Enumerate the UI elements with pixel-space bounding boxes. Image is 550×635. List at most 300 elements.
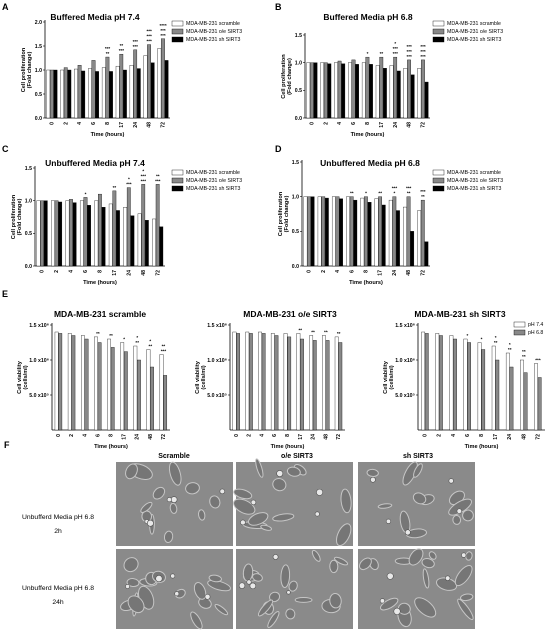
- bar-8-s2: [109, 71, 112, 118]
- rounded-cell: [171, 497, 177, 503]
- bar-48-s0: [138, 214, 141, 266]
- x-tick-label: 4: [68, 270, 75, 273]
- y-axis-label: (cells/ml): [389, 365, 395, 390]
- bar-2-s1: [322, 197, 325, 266]
- significance-mark: ***: [406, 48, 412, 54]
- chart-1: [281, 12, 503, 138]
- x-tick-label: 8: [365, 122, 371, 125]
- bar-17-s1: [378, 197, 381, 266]
- bar-0-s0: [55, 332, 58, 430]
- bar-72-s1: [339, 343, 342, 431]
- significance-mark: **: [119, 43, 124, 49]
- bar-17-s2: [382, 205, 385, 266]
- rounded-cell: [277, 470, 283, 476]
- bar-2-s1: [324, 63, 327, 118]
- legend-swatch: [172, 178, 183, 183]
- x-tick-label: 0: [39, 270, 46, 273]
- significance-mark: *: [466, 333, 469, 338]
- x-tick-label: 6: [351, 122, 358, 125]
- bar-8-s0: [362, 63, 365, 118]
- micrograph-row2-time: 24h: [52, 599, 64, 606]
- bar-48-s1: [147, 45, 150, 118]
- bar-4-s1: [85, 339, 88, 430]
- y-tick-label: 1.5 x10⁶: [29, 322, 49, 329]
- bar-4-s0: [66, 201, 69, 266]
- x-tick-label: 6: [272, 434, 279, 437]
- x-tick-label: 4: [335, 270, 342, 273]
- y-tick-label: 1.0: [34, 67, 42, 74]
- y-tick-label: 1.0: [294, 60, 302, 67]
- bar-0-s2: [311, 197, 314, 266]
- bar-24-s0: [134, 346, 137, 430]
- significance-mark: **: [109, 333, 113, 338]
- bar-17-s0: [297, 333, 300, 430]
- micrograph-image: [236, 549, 353, 629]
- rounded-cell: [175, 592, 179, 596]
- significance-mark: *: [480, 336, 483, 342]
- bar-8-s1: [366, 57, 369, 118]
- bar-8-s1: [98, 194, 101, 266]
- bar-6-s0: [271, 333, 274, 430]
- significance-mark: ***: [126, 181, 132, 187]
- bar-17-s0: [121, 343, 124, 431]
- micrograph-column-sh-sirt3: sh SIRT3: [403, 453, 433, 460]
- x-tick-label: 6: [83, 270, 90, 273]
- significance-mark: *: [149, 338, 152, 344]
- x-tick-label: 24: [391, 270, 398, 276]
- significance-mark: **: [349, 190, 354, 196]
- y-axis-label: (cells/ml): [201, 365, 207, 390]
- x-tick-label: 17: [378, 122, 385, 128]
- bar-2-s2: [325, 198, 328, 266]
- legend-label: MDA-MB-231 o/e SIRT3: [186, 178, 243, 184]
- x-tick-label: 72: [155, 270, 162, 276]
- bar-8-s1: [482, 350, 485, 431]
- bar-2-s0: [320, 63, 323, 118]
- bar-72-s1: [538, 378, 541, 431]
- micrograph-image: [116, 461, 233, 546]
- bar-0-s1: [40, 201, 43, 266]
- x-tick-label: 0: [233, 434, 240, 437]
- x-tick-label: 24: [507, 434, 514, 440]
- bar-0-s0: [421, 332, 424, 430]
- micrograph-column-scramble: Scramble: [158, 453, 190, 460]
- x-axis-label: Time (hours): [94, 444, 128, 450]
- bar-0-s1: [50, 70, 53, 118]
- bar-8-s0: [284, 333, 287, 430]
- y-tick-label: 0.0: [294, 115, 302, 122]
- bar-8-s1: [111, 347, 114, 430]
- significance-mark: ***: [140, 178, 147, 184]
- bar-6-s0: [80, 201, 83, 266]
- bar-8-s0: [107, 339, 110, 430]
- x-axis-label: Time (hours): [349, 280, 383, 286]
- rounded-cell: [156, 575, 163, 582]
- significance-mark: **: [406, 190, 411, 196]
- chart-6: [383, 309, 545, 450]
- y-tick-label: 0.5: [24, 231, 32, 238]
- bar-4-s2: [82, 71, 85, 118]
- bar-24-s1: [313, 340, 316, 430]
- bar-72-s1: [163, 375, 166, 430]
- significance-mark: ***: [160, 32, 166, 38]
- significance-mark: *: [123, 336, 126, 342]
- bar-2-s0: [318, 197, 321, 266]
- bar-2-s1: [72, 336, 75, 431]
- y-axis-label: (cells/ml): [23, 365, 29, 390]
- bar-17-s2: [123, 70, 126, 118]
- bar-6-s2: [95, 71, 98, 118]
- bar-48-s0: [403, 207, 406, 266]
- bar-0-s1: [307, 197, 310, 266]
- bar-48-s0: [147, 350, 150, 431]
- y-tick-label: 1.0: [291, 194, 299, 201]
- y-axis-label: Cell proliferation: [281, 54, 287, 99]
- bar-72-s2: [165, 60, 168, 118]
- bar-8-s2: [368, 202, 371, 266]
- micrograph-row1-time: 2h: [54, 528, 62, 535]
- significance-mark: ***: [406, 43, 412, 49]
- micrograph-row2-condition: Unbufferd Media pH 6.8: [21, 585, 95, 592]
- x-axis-label: Time (hours): [270, 444, 305, 450]
- x-tick-label: 0: [56, 434, 63, 437]
- x-tick-label: 72: [336, 434, 343, 440]
- bar-6-s1: [467, 343, 470, 431]
- x-tick-label: 72: [420, 270, 427, 276]
- rounded-cell: [171, 574, 175, 578]
- bar-8-s1: [364, 197, 367, 266]
- x-tick-label: 4: [337, 122, 344, 125]
- bar-48-s0: [322, 336, 325, 431]
- significance-mark: *: [142, 168, 145, 174]
- x-tick-label: 6: [91, 122, 98, 125]
- x-tick-label: 6: [464, 434, 471, 437]
- bar-48-s1: [407, 60, 410, 118]
- x-tick-label: 48: [406, 270, 413, 276]
- x-tick-label: 8: [363, 270, 370, 273]
- chart-5: [195, 309, 345, 450]
- bar-72-s1: [156, 184, 159, 266]
- bar-48-s0: [144, 56, 147, 118]
- cell-shape: [295, 597, 312, 602]
- significance-mark: ***: [406, 53, 412, 59]
- bar-24-s2: [396, 211, 399, 266]
- y-axis-label: Cell viability: [17, 361, 23, 394]
- bar-17-s2: [116, 210, 119, 266]
- x-tick-label: 0: [306, 270, 313, 273]
- legend-swatch: [433, 29, 444, 34]
- bar-4-s1: [78, 65, 81, 118]
- panel-letter-d: D: [275, 144, 282, 154]
- bar-48-s2: [410, 231, 413, 266]
- bar-2-s2: [328, 64, 331, 118]
- micrograph-column-oe-sirt3: o/e SIRT3: [281, 453, 313, 460]
- bar-48-s1: [407, 197, 410, 266]
- bar-24-s1: [127, 188, 130, 266]
- bar-4-s0: [74, 69, 77, 118]
- bar-24-s2: [137, 69, 140, 118]
- bar-8-s0: [478, 343, 481, 431]
- bar-4-s0: [332, 197, 335, 266]
- legend-label: MDA-MB-231 scramble: [447, 21, 501, 27]
- bar-6-s1: [275, 336, 278, 431]
- micrograph-image: [231, 458, 354, 548]
- bar-72-s0: [335, 337, 338, 430]
- bar-6-s1: [84, 197, 87, 266]
- significance-mark: *: [366, 51, 369, 57]
- bar-17-s1: [120, 54, 123, 118]
- rounded-cell: [315, 512, 319, 516]
- significance-mark: **: [96, 330, 100, 336]
- y-axis-label: Cell proliferation: [278, 191, 284, 237]
- bar-48-s2: [411, 75, 414, 118]
- rounded-cell: [394, 608, 401, 615]
- bar-72-s1: [421, 200, 424, 266]
- x-tick-label: 4: [77, 122, 84, 125]
- bar-0-s1: [59, 333, 62, 430]
- significance-mark: **: [378, 190, 383, 196]
- significance-mark: **: [336, 330, 341, 336]
- legend-swatch: [172, 186, 183, 191]
- chart-title: Buffered Media pH 7.4: [50, 12, 140, 22]
- bar-0-s1: [310, 63, 313, 118]
- significance-mark: *: [127, 176, 130, 182]
- bar-17-s1: [496, 360, 499, 430]
- bar-4-s1: [336, 197, 339, 266]
- bar-6-s0: [346, 197, 349, 266]
- legend-swatch: [172, 170, 183, 175]
- x-tick-label: 4: [82, 434, 89, 437]
- legend-label: MDA-MB-231 sh SIRT3: [447, 37, 502, 43]
- legend-swatch: [433, 21, 444, 26]
- bar-48-s1: [326, 340, 329, 430]
- significance-mark: ***: [155, 178, 161, 184]
- y-axis-label: Cell viability: [383, 361, 389, 394]
- bar-17-s0: [116, 66, 119, 118]
- x-tick-label: 4: [450, 434, 457, 437]
- x-tick-label: 48: [323, 434, 330, 440]
- rounded-cell: [239, 583, 245, 589]
- y-tick-label: 1.0 x10⁶: [207, 357, 227, 364]
- bar-24-s1: [510, 367, 513, 430]
- cell-shape: [330, 560, 338, 573]
- bar-6-s1: [352, 60, 355, 118]
- chart-title: Unbuffered Media pH 6.8: [320, 158, 420, 168]
- rounded-cell: [386, 519, 391, 524]
- x-tick-label: 48: [521, 434, 528, 440]
- bar-48-s1: [524, 373, 527, 430]
- x-tick-label: 17: [297, 434, 304, 440]
- bar-6-s0: [94, 337, 97, 430]
- rounded-cell: [457, 509, 462, 514]
- bar-72-s0: [534, 364, 537, 431]
- rounded-cell: [387, 573, 393, 579]
- chart-title: MDA-MB-231 o/e SIRT3: [243, 309, 337, 319]
- bar-72-s0: [158, 48, 161, 118]
- rounded-cell: [370, 477, 375, 482]
- y-tick-label: 5.0 x10⁵: [29, 392, 49, 399]
- bar-72-s2: [425, 242, 428, 266]
- bar-6-s1: [98, 343, 101, 431]
- significance-mark: *: [393, 190, 396, 196]
- bar-48-s0: [520, 360, 523, 430]
- y-axis-label: Cell proliferation: [11, 194, 17, 240]
- legend-swatch: [172, 21, 183, 26]
- x-tick-label: 17: [121, 434, 128, 440]
- significance-mark: **: [421, 194, 425, 200]
- rounded-cell: [405, 530, 410, 535]
- bar-48-s2: [145, 220, 148, 266]
- bar-17-s1: [300, 339, 303, 430]
- significance-mark: ***: [146, 33, 152, 39]
- y-axis-label: (Fold change): [284, 195, 290, 233]
- significance-mark: ***: [392, 46, 398, 52]
- bar-0-s1: [236, 333, 239, 430]
- bar-17-s1: [113, 191, 116, 266]
- rounded-cell: [240, 520, 245, 525]
- rounded-cell: [220, 489, 225, 494]
- y-tick-label: 1.5: [34, 43, 42, 50]
- x-tick-label: 2: [323, 122, 330, 125]
- micrograph-image: [357, 546, 475, 629]
- micrograph-image: [358, 460, 475, 546]
- bar-17-s0: [109, 204, 112, 266]
- bar-17-s1: [380, 57, 383, 118]
- bar-24-s1: [133, 50, 136, 118]
- significance-mark: ***: [420, 53, 426, 59]
- significance-mark: ***: [420, 43, 426, 49]
- significance-mark: **: [105, 51, 110, 57]
- bar-24-s1: [137, 360, 140, 430]
- x-tick-label: 48: [406, 122, 413, 128]
- x-tick-label: 48: [140, 270, 147, 276]
- y-tick-label: 0.0: [24, 263, 32, 270]
- legend-label: MDA-MB-231 sh SIRT3: [186, 37, 241, 43]
- y-axis-label: (Fold change): [17, 198, 23, 236]
- significance-mark: **: [324, 329, 328, 335]
- x-tick-label: 0: [49, 122, 56, 125]
- bar-0-s2: [314, 63, 317, 118]
- rounded-cell: [445, 576, 450, 581]
- legend-swatch: [433, 186, 444, 191]
- x-tick-label: 17: [493, 434, 500, 440]
- significance-mark: ***: [132, 43, 138, 49]
- rounded-cell: [205, 594, 210, 599]
- bar-2-s0: [246, 332, 249, 430]
- bar-72-s0: [160, 354, 163, 430]
- bar-4-s1: [453, 339, 456, 430]
- significance-mark: ***: [391, 185, 398, 191]
- bar-8-s1: [288, 337, 291, 430]
- bar-6-s2: [87, 205, 90, 266]
- panel-letter-a: A: [2, 2, 9, 12]
- bar-4-s0: [81, 336, 84, 431]
- rounded-cell: [247, 580, 251, 584]
- significance-mark: ***: [535, 357, 541, 363]
- x-tick-label: 72: [420, 122, 427, 128]
- bar-0-s1: [425, 333, 428, 430]
- legend-label: MDA-MB-231 scramble: [186, 170, 240, 176]
- bar-72-s0: [152, 219, 155, 266]
- legend-swatch: [514, 330, 525, 335]
- significance-mark: **: [507, 347, 512, 352]
- bar-0-s0: [47, 70, 50, 118]
- y-tick-label: 1.0 x10⁶: [29, 357, 49, 364]
- bar-0-s0: [307, 63, 310, 118]
- y-tick-label: 5.0 x10⁵: [395, 392, 415, 399]
- bar-48-s0: [404, 68, 407, 118]
- cell-shape: [452, 515, 461, 525]
- significance-mark: **: [522, 349, 526, 354]
- significance-mark: ***: [140, 173, 147, 179]
- bar-6-s1: [92, 60, 95, 118]
- bar-48-s2: [151, 63, 154, 118]
- significance-mark: ***: [392, 51, 398, 57]
- x-tick-label: 2: [69, 434, 76, 437]
- y-tick-label: 1.0: [24, 198, 32, 205]
- legend-label: MDA-MB-231 sh SIRT3: [447, 186, 502, 192]
- x-tick-label: 24: [310, 434, 317, 440]
- rounded-cell: [287, 591, 291, 595]
- bar-24-s0: [309, 336, 312, 431]
- legend-label: pH 6.8: [528, 330, 544, 336]
- x-axis-label: Time (hours): [83, 280, 117, 286]
- x-axis-label: Time (hours): [350, 132, 385, 138]
- bar-6-s1: [350, 197, 353, 266]
- y-tick-label: 1.5: [24, 165, 32, 172]
- significance-mark: **: [112, 184, 117, 190]
- bar-2-s0: [436, 333, 439, 430]
- y-tick-label: 0.5: [294, 88, 302, 95]
- chart-title: Buffered Media pH 6.8: [323, 12, 413, 22]
- significance-mark: ***: [146, 28, 152, 34]
- bar-8-s2: [369, 64, 372, 118]
- panel-letter-e: E: [2, 289, 9, 299]
- y-tick-label: 2.0: [34, 19, 42, 26]
- rounded-cell: [273, 554, 278, 559]
- y-axis-label: Cell proliferation: [21, 47, 27, 93]
- bar-17-s0: [376, 65, 379, 118]
- significance-mark: *: [494, 335, 497, 340]
- significance-mark: ***: [132, 38, 138, 44]
- bar-24-s0: [389, 200, 392, 266]
- bar-6-s2: [354, 200, 357, 266]
- legend-label: pH 7.4: [528, 322, 544, 328]
- significance-mark: *: [365, 190, 367, 196]
- y-axis-label: (Fold change): [27, 51, 33, 89]
- micrograph-panel: [22, 453, 475, 630]
- bar-0-s0: [37, 201, 40, 266]
- significance-mark: ***: [420, 189, 426, 195]
- y-axis-label: Cell viability: [195, 361, 201, 394]
- significance-mark: **: [493, 340, 498, 345]
- significance-mark: ***: [146, 38, 152, 44]
- bar-24-s2: [131, 216, 134, 266]
- x-tick-label: 6: [95, 434, 102, 437]
- chart-title: Unbuffered Media pH 7.4: [45, 158, 145, 168]
- bar-4-s0: [450, 336, 453, 431]
- y-tick-label: 0.0: [291, 263, 299, 270]
- bar-24-s0: [390, 65, 393, 118]
- legend-swatch: [514, 322, 525, 327]
- bar-8-s0: [102, 68, 105, 118]
- rounded-cell: [380, 599, 384, 603]
- x-tick-label: 6: [349, 270, 356, 273]
- bar-0-s0: [233, 332, 236, 430]
- rounded-cell: [147, 520, 153, 526]
- rounded-cell: [461, 553, 466, 558]
- bar-4-s1: [262, 333, 265, 430]
